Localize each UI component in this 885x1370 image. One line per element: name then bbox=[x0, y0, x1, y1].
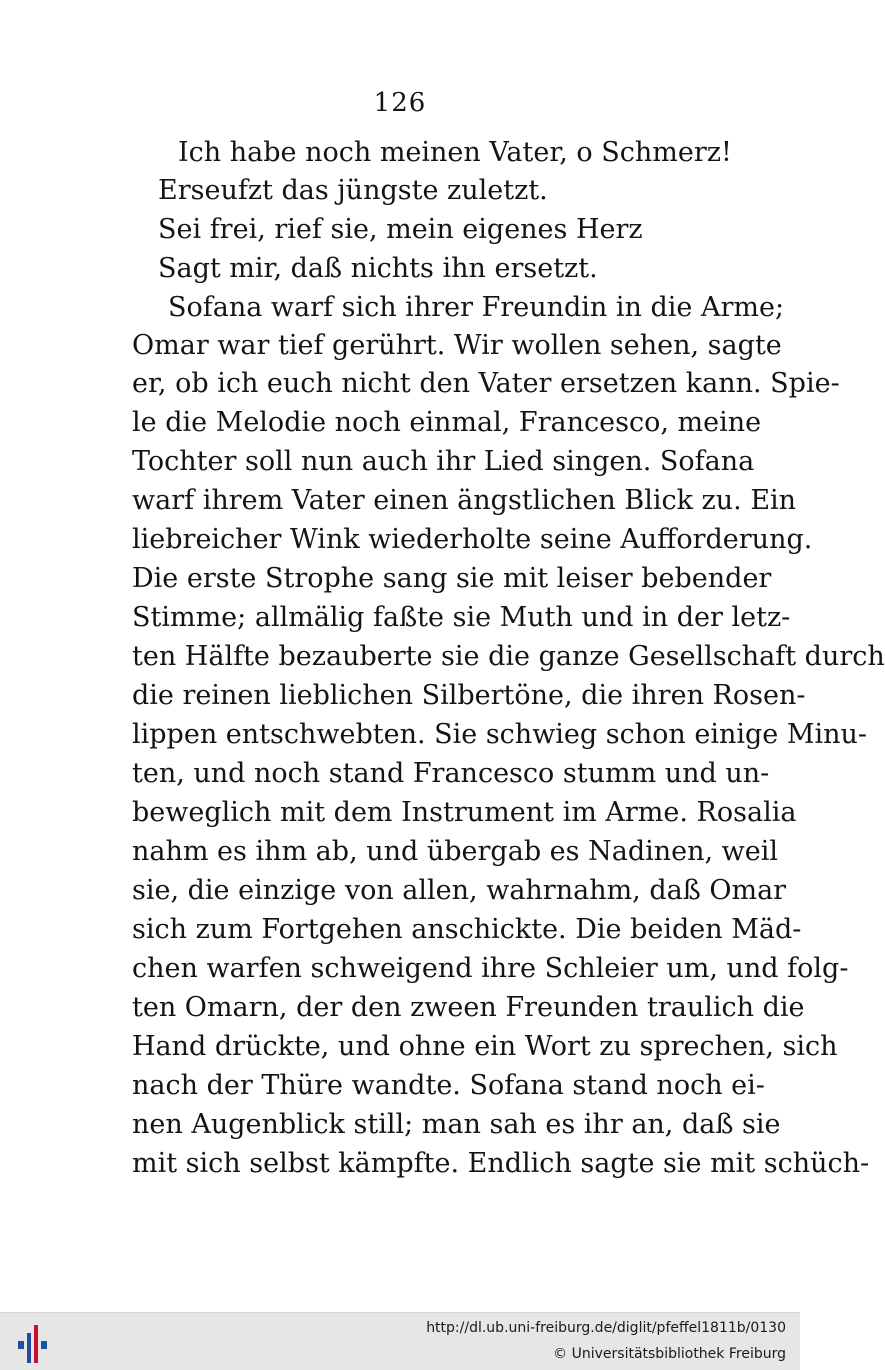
prose-line: sich zum Fortgehen anschickte. Die beiden Mäd- bbox=[132, 914, 802, 945]
prose-line: nen Augenblick still; man sah es ihr an, daß sie bbox=[132, 1109, 781, 1140]
verse-line: Sei frei, rief sie, mein eigenes Herz bbox=[158, 214, 643, 245]
prose-line: lippen entschwebten. Sie schwieg schon einige Minu- bbox=[132, 719, 868, 750]
prose-line: liebreicher Wink wiederholte seine Aufforderung. bbox=[132, 524, 813, 555]
prose-line: Tochter soll nun auch ihr Lied singen. Sofana bbox=[132, 446, 755, 477]
prose-line: Omar war tief gerührt. Wir wollen sehen, sagte bbox=[132, 330, 782, 361]
prose-line: ten Hälfte bezauberte sie die ganze Gesellschaft durch bbox=[132, 641, 885, 672]
prose-line: Stimme; allmälig faßte sie Muth und in der letz- bbox=[132, 602, 791, 633]
prose-line: le die Melodie noch einmal, Francesco, meine bbox=[132, 407, 762, 438]
prose-line: ten, und noch stand Francesco stumm und un- bbox=[132, 758, 770, 789]
footer-bar bbox=[0, 1312, 800, 1370]
prose-line: nahm es ihm ab, und übergab es Nadinen, weil bbox=[132, 836, 779, 867]
verse-line: Erseufzt das jüngste zuletzt. bbox=[158, 175, 548, 206]
copyright-notice: © Universitätsbibliothek Freiburg bbox=[553, 1346, 786, 1362]
prose-line: warf ihrem Vater einen ängstlichen Blick zu. Ein bbox=[132, 485, 797, 516]
source-url[interactable]: http://dl.ub.uni-freiburg.de/diglit/pfeffel1811b/0130 bbox=[426, 1320, 786, 1336]
verse-line: Sagt mir, daß nichts ihn ersetzt. bbox=[158, 253, 598, 284]
prose-line: mit sich selbst kämpfte. Endlich sagte sie mit schüch- bbox=[132, 1148, 870, 1179]
page-number: 126 bbox=[373, 88, 427, 118]
prose-line: beweglich mit dem Instrument im Arme. Rosalia bbox=[132, 797, 797, 828]
prose-line: er, ob ich euch nicht den Vater ersetzen kann. Spie- bbox=[132, 368, 840, 399]
prose-line: ten Omarn, der den zween Freunden traulich die bbox=[132, 992, 805, 1023]
prose-line: nach der Thüre wandte. Sofana stand noch ei- bbox=[132, 1070, 765, 1101]
verse-line: Ich habe noch meinen Vater, o Schmerz! bbox=[178, 137, 732, 168]
prose-line: sie, die einzige von allen, wahrnahm, daß Omar bbox=[132, 875, 787, 906]
prose-line: die reinen lieblichen Silbertöne, die ihren Rosen- bbox=[132, 680, 806, 711]
ub-freiburg-logo-icon bbox=[14, 1321, 54, 1363]
prose-line: chen warfen schweigend ihre Schleier um, und folg- bbox=[132, 953, 849, 984]
prose-line: Hand drückte, und ohne ein Wort zu sprechen, sich bbox=[132, 1031, 838, 1062]
prose-line: Sofana warf sich ihrer Freundin in die Arme; bbox=[168, 292, 785, 323]
prose-line: Die erste Strophe sang sie mit leiser bebender bbox=[132, 563, 772, 594]
